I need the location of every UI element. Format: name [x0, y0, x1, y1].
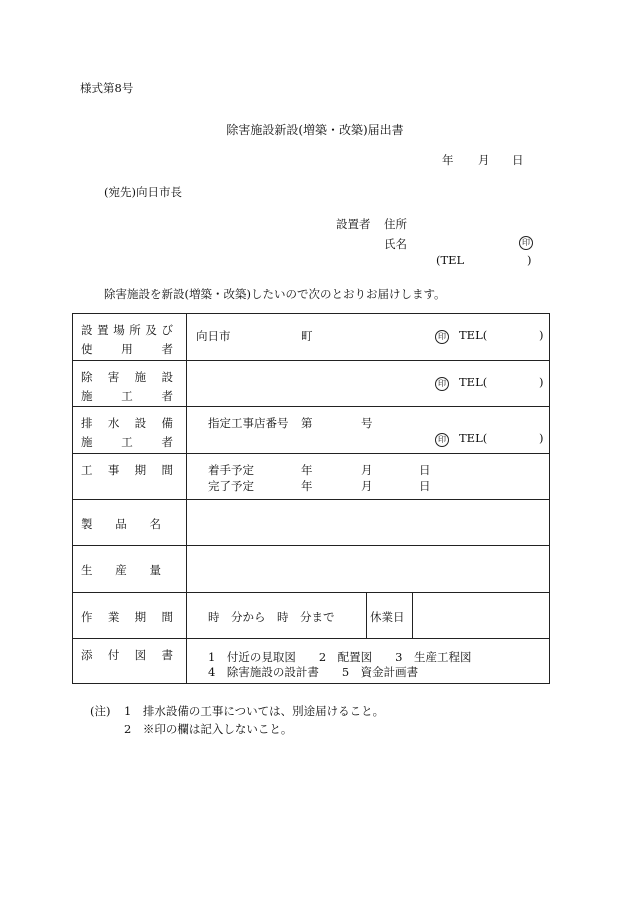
tel-label: TEL(: [459, 431, 488, 445]
row-label: 工 事 期 間: [81, 463, 173, 477]
date-month: 月: [478, 153, 490, 167]
intro-text: 除害施設を新設(増築・改築)したいので次のとおりお届けします。: [104, 287, 446, 301]
applicant-name-label: 氏名: [384, 237, 407, 251]
seal-icon: 印: [435, 328, 449, 344]
start-label: 着手予定: [208, 463, 254, 477]
row-label: 排 水 設 備 施 工 者: [81, 416, 173, 449]
holiday-divider-left: [366, 593, 367, 638]
seal-icon: 印: [435, 431, 449, 447]
row-label: 作 業 期 間: [81, 610, 173, 624]
row-drainage-contractor: [73, 407, 549, 454]
end-day: 日: [419, 479, 431, 493]
start-year: 年: [301, 463, 313, 477]
city-name: 向日市: [196, 329, 231, 343]
date-day: 日: [512, 153, 524, 167]
row-work-period: [73, 593, 549, 639]
number-prefix: 第: [301, 416, 313, 430]
applicant-label: 設置者: [336, 217, 371, 231]
applicant-tel-label: (TEL: [436, 253, 465, 267]
row-label: 設 置 場 所 及 び 使 用 者: [81, 323, 173, 356]
tel-label: TEL(: [459, 375, 488, 389]
tel-label: TEL(: [459, 328, 488, 342]
row-label: 生 産 量: [81, 563, 161, 577]
form-table: [72, 313, 550, 684]
applicant-seal-icon: 印: [519, 234, 533, 250]
date-year: 年: [442, 153, 454, 167]
form-number: 様式第8号: [80, 81, 134, 95]
tel-close: ): [539, 375, 544, 389]
holiday-label: 休業日: [370, 610, 405, 624]
row-label: 添 付 図 書: [81, 648, 173, 662]
note-item: 2 ※印の欄は記入しないこと。: [124, 722, 293, 736]
row-label: 除 害 施 設 施 工 者: [81, 370, 173, 403]
row-facility-contractor: [73, 361, 549, 407]
row-production-volume: [73, 546, 549, 593]
row-location-user: [73, 314, 549, 361]
attachments-line-1: 1 付近の見取図 2 配置図 3 生産工程図: [208, 650, 472, 664]
attachments-line-2: 4 除害施設の設計書 5 資金計画書: [208, 665, 419, 679]
tel-close: ): [539, 328, 544, 342]
end-month: 月: [361, 479, 373, 493]
start-month: 月: [361, 463, 373, 477]
town-suffix: 町: [301, 329, 313, 343]
end-label: 完了予定: [208, 479, 254, 493]
work-hours-text: 時 分から 時 分まで: [208, 610, 335, 624]
seal-icon: 印: [435, 375, 449, 391]
notes-lead: (注): [90, 704, 111, 718]
holiday-divider-right: [412, 593, 413, 638]
note-item: 1 排水設備の工事については、別途届けること。: [124, 704, 385, 718]
row-product-name: [73, 500, 549, 546]
row-construction-period: [73, 454, 549, 500]
applicant-address-label: 住所: [384, 217, 407, 231]
row-label: 製 品 名: [81, 517, 161, 531]
applicant-tel-close: ): [527, 253, 532, 267]
designated-number-label: 指定工事店番号: [208, 416, 289, 430]
document-title: 除害施設新設(増築・改築)届出書: [226, 123, 404, 137]
row-attachments: [73, 639, 549, 683]
tel-close: ): [539, 431, 544, 445]
start-day: 日: [419, 463, 431, 477]
addressee: (宛先)向日市長: [104, 185, 182, 199]
end-year: 年: [301, 479, 313, 493]
number-suffix: 号: [361, 416, 373, 430]
